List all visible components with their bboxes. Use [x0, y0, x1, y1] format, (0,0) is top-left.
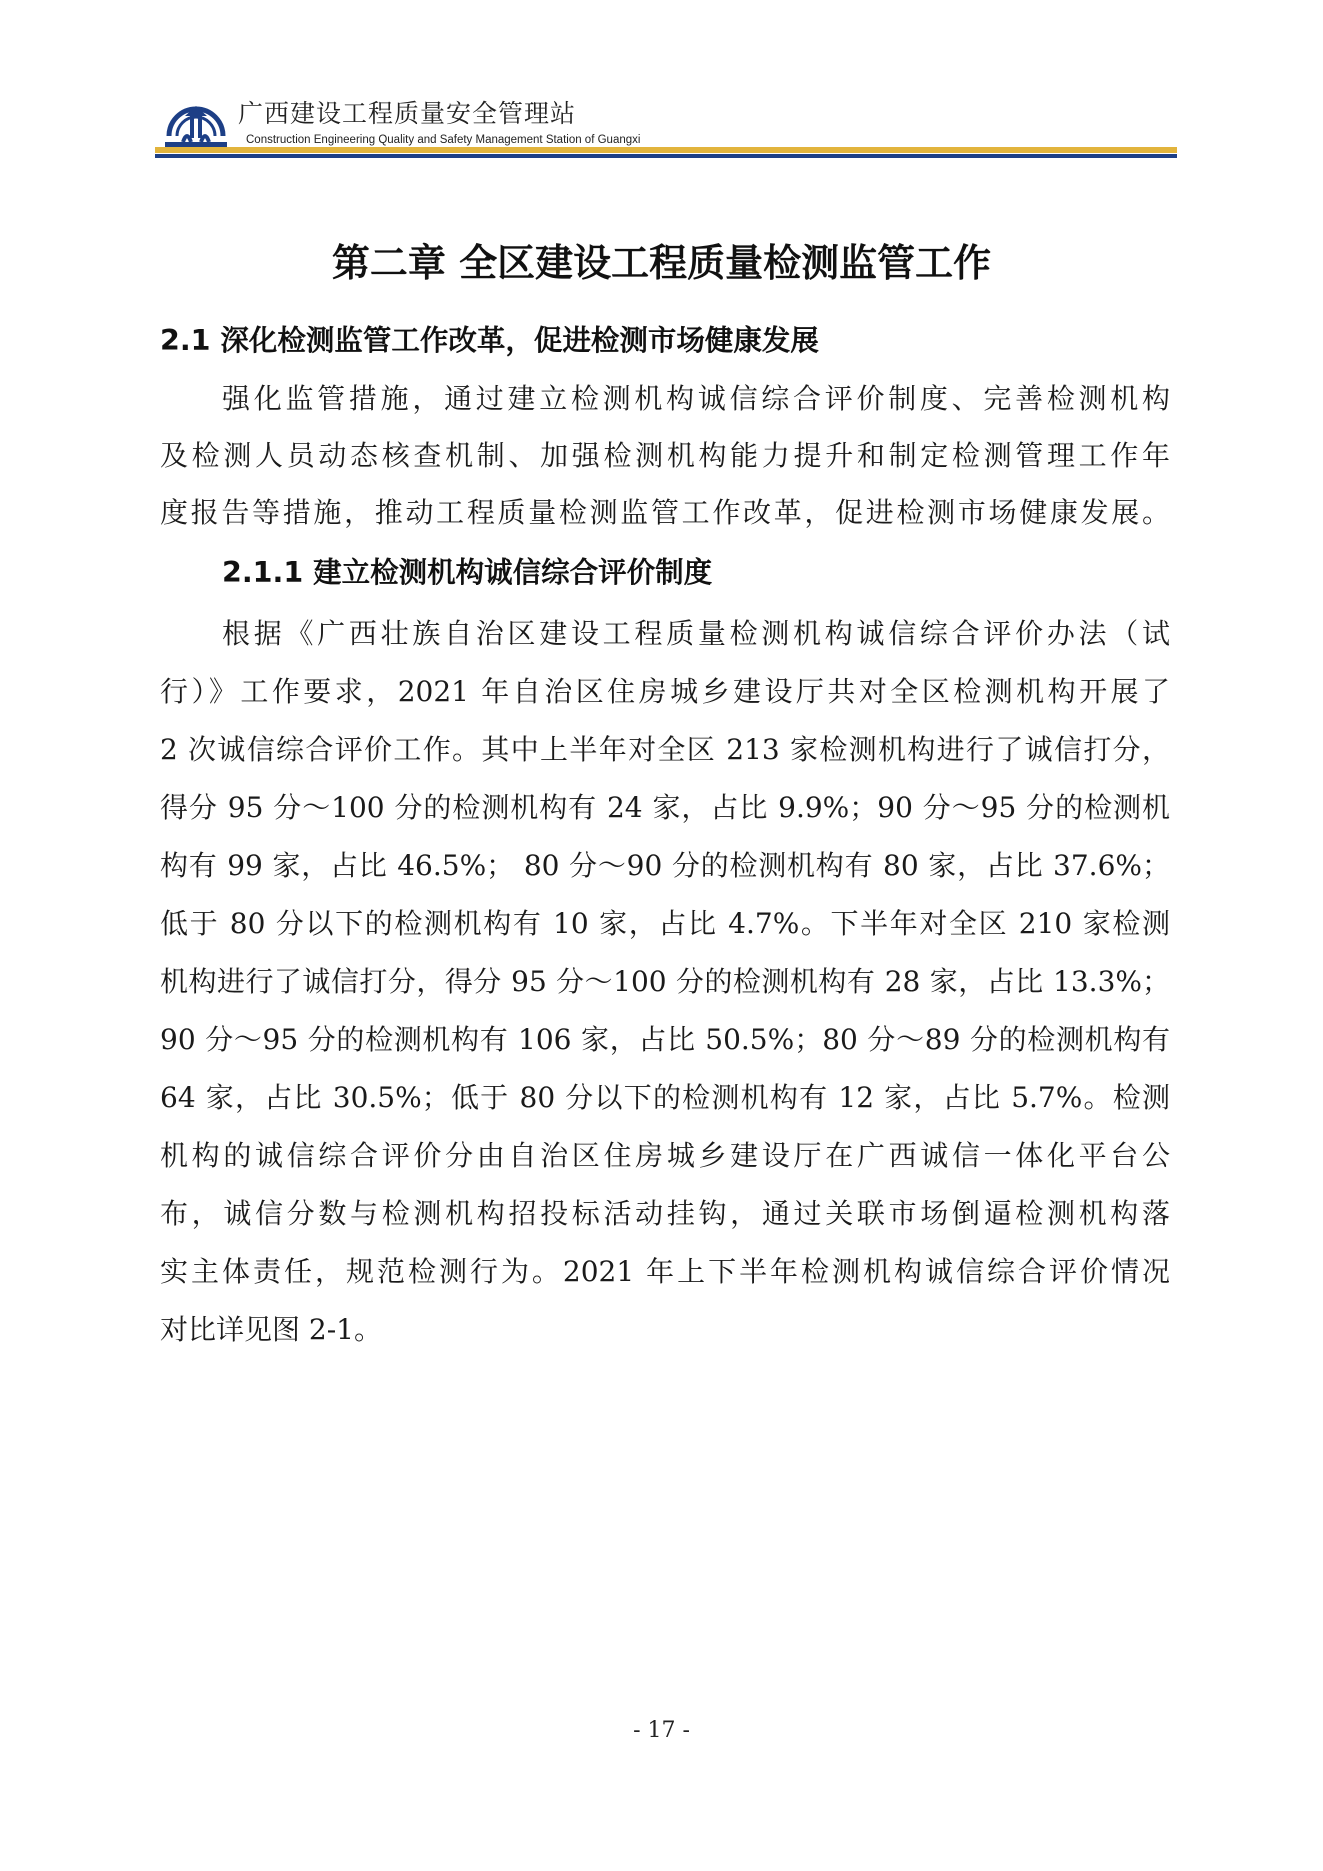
header-rule-blue [155, 154, 1177, 158]
org-name-cn: 广西建设工程质量安全管理站 [238, 99, 577, 128]
paragraph-line: 低于 80 分以下的检测机构有 10 家，占比 4.7%。下半年对全区 210 家检测 [160, 907, 1170, 940]
page-header [155, 88, 1177, 168]
section-heading: 2.1 深化检测监管工作改革，促进检测市场健康发展 [160, 324, 819, 357]
paragraph-line: 行）》工作要求，2021 年自治区住房城乡建设厅共对全区检测机构开展了 [160, 675, 1170, 708]
paragraph-line: 强化监管措施，通过建立检测机构诚信综合评价制度、完善检测机构 [222, 382, 1170, 415]
paragraph-line: 2 次诚信综合评价工作。其中上半年对全区 213 家检测机构进行了诚信打分， [160, 733, 1170, 766]
chapter-title: 第二章 全区建设工程质量检测监管工作 [331, 241, 992, 285]
paragraph-line: 度报告等措施，推动工程质量检测监管工作改革，促进检测市场健康发展。 [160, 496, 1170, 529]
page-number: - 17 - [633, 1718, 690, 1743]
paragraph-line: 构有 99 家，占比 46.5%； 80 分～90 分的检测机构有 80 家，占比 37.6%； [160, 849, 1170, 882]
subsection-heading: 2.1.1 建立检测机构诚信综合评价制度 [222, 556, 713, 589]
paragraph-line: 得分 95 分～100 分的检测机构有 24 家，占比 9.9%；90 分～95 分的检测机 [160, 791, 1170, 824]
paragraph-line: 对比详见图 2-1。 [160, 1313, 382, 1346]
paragraph-line: 90 分～95 分的检测机构有 106 家，占比 50.5%；80 分～89 分的检测机构有 [160, 1023, 1170, 1056]
station-logo-icon [163, 92, 229, 154]
paragraph-line: 根据《广西壮族自治区建设工程质量检测机构诚信综合评价办法（试 [222, 617, 1170, 650]
paragraph-line: 布，诚信分数与检测机构招投标活动挂钩，通过关联市场倒逼检测机构落 [160, 1197, 1170, 1230]
paragraph-line: 机构进行了诚信打分，得分 95 分～100 分的检测机构有 28 家，占比 13.3%； [160, 965, 1170, 998]
paragraph-line: 64 家，占比 30.5%；低于 80 分以下的检测机构有 12 家，占比 5.7%。检测 [160, 1081, 1170, 1114]
paragraph-line: 实主体责任，规范检测行为。2021 年上下半年检测机构诚信综合评价情况 [160, 1255, 1170, 1288]
paragraph-line: 机构的诚信综合评价分由自治区住房城乡建设厅在广西诚信一体化平台公 [160, 1139, 1170, 1172]
org-name-en: Construction Engineering Quality and Safety Management Station of Guangxi [246, 134, 641, 146]
header-rule-gold [155, 147, 1177, 153]
paragraph-line: 及检测人员动态核查机制、加强检测机构能力提升和制定检测管理工作年 [160, 439, 1170, 472]
